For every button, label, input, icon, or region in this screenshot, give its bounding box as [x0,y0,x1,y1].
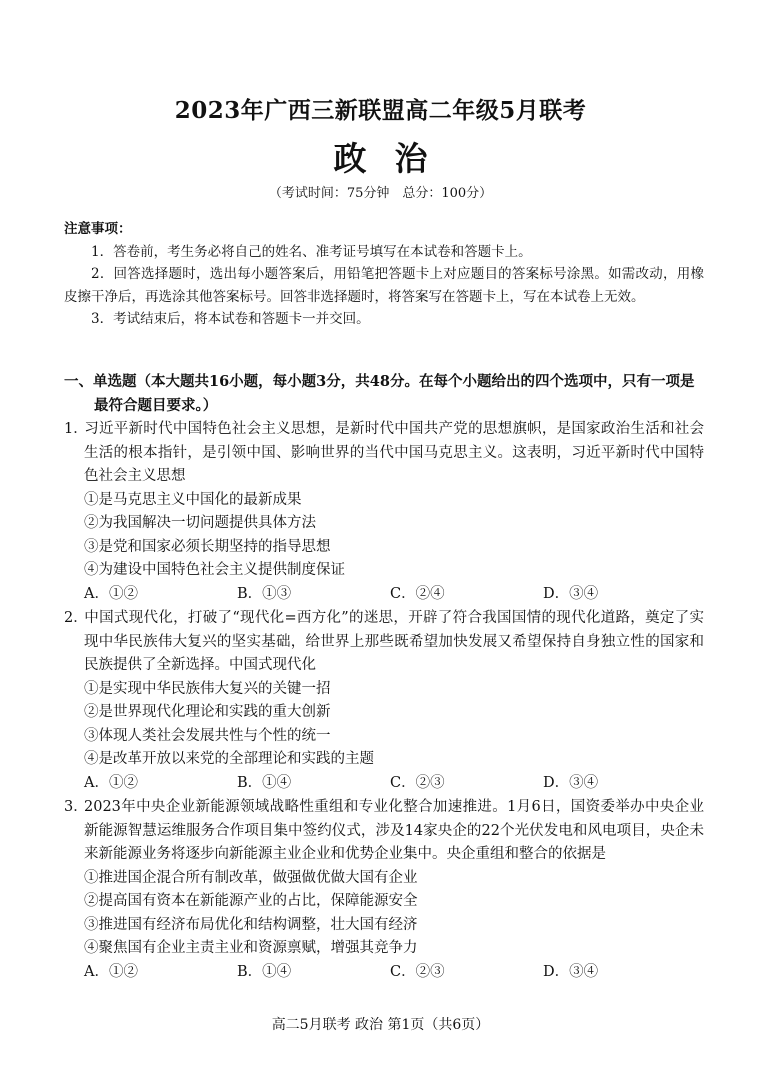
option-a: A．①② [84,774,138,791]
question-number: 3． [64,799,88,815]
option-b: B．①④ [237,774,292,791]
section-single-choice [64,370,704,984]
question-number: 2． [64,610,88,626]
question-statement: ①推进国企混合所有制改革，做强做优做大国有企业 [84,869,418,886]
answer-options [64,772,704,796]
notes-block [64,218,704,331]
option-c: C．②③ [390,774,445,791]
option-d: D．③④ [543,963,599,980]
question-statement: ②提高国有资本在新能源产业的占比，保障能源安全 [84,893,418,909]
question-stem [64,418,704,489]
question-stem [64,607,704,678]
question-stem [64,796,704,867]
notes-heading: 注意事项： [64,221,132,237]
option-a: A．①② [84,585,138,602]
question-statement: ②为我国解决一切问题提供具体方法 [84,515,316,531]
question-text: 习近平新时代中国特色社会主义思想，是新时代中国共产党的思想旗帜，是国家政治生活和社会生活的根本指针，是引领中国、影响世界的当代中国马克思主义。这表明，习近平新时代中国特色社会主义思想 [84,421,704,484]
option-a: A．①② [84,963,138,980]
question-statement: ③是党和国家必须长期坚持的指导思想 [84,538,331,555]
answer-options [64,583,704,607]
page-footer: 高二5月联考 政治 第1页（共6页） [271,1017,490,1033]
question-3 [64,796,704,984]
option-b: B．①④ [237,963,292,980]
option-c: C．②④ [390,585,445,602]
question-statement: ②是世界现代化理论和实践的重大创新 [84,704,331,720]
exam-info: （考试时间：75分钟 总分：100分） [268,186,493,201]
question-text: 中国式现代化，打破了“现代化=西方化”的迷思，开辟了符合我国国情的现代化道路，奠定了实现中华民族伟大复兴的坚实基础，给世界上那些既希望加快发展又希望保持自身独立性的国家和民族提供了全新选择。中国式现代化 [84,610,704,673]
option-d: D．③④ [543,774,599,791]
question-2 [64,607,704,795]
answer-options [64,961,704,985]
question-statement: ④为建设中国特色社会主义提供制度保证 [84,562,345,578]
question-statement: ①是实现中华民族伟大复兴的关键一招 [84,680,331,697]
question-statement: ③推进国有经济布局优化和结构调整，壮大国有经济 [84,916,418,933]
question-text: 2023年中央企业新能源领域战略性重组和专业化整合加速推进。1月6日，国资委举办中央企业新能源智慧运维服务合作项目集中签约仪式，涉及14家央企的22个光伏发电和风电项目，央企未来新能源业务将逐步向新能源主业企业和优势企业集中。央企重组和整合的依据是 [84,799,704,862]
notes-item: 3．考试结束后，将本试卷和答题卡一并交回。 [91,311,370,327]
option-d: D．③④ [543,585,599,602]
notes-item: 2．回答选择题时，选出每小题答案后，用铅笔把答题卡上对应题目的答案标号涂黑。如需改动，用橡皮擦干净后，再选涂其他答案标号。回答非选择题时，将答案写在答题卡上，写在本试卷上无效。 [64,266,704,305]
section-heading: 一、单选题（本大题共16小题，每小题3分，共48分。在每个小题给出的四个选项中，只有一项是最符合题目要求。） [64,373,695,414]
question-statement: ③体现人类社会发展共性与个性的统一 [84,727,331,744]
question-statement: ④是改革开放以来党的全部理论和实践的主题 [84,751,374,767]
subject-title: 政治 [333,139,456,178]
exam-title: 2023年广西三新联盟高二年级5月联考 [174,97,587,124]
question-number: 1． [64,421,88,437]
notes-item: 1．答卷前，考生务必将自己的姓名、准考证号填写在本试卷和答题卡上。 [91,243,532,260]
option-b: B．①③ [237,585,292,602]
question-1 [64,418,704,606]
question-statement: ①是马克思主义中国化的最新成果 [84,491,302,508]
option-c: C．②③ [390,963,445,980]
question-statement: ④聚焦国有企业主责主业和资源禀赋，增强其竞争力 [84,940,418,956]
